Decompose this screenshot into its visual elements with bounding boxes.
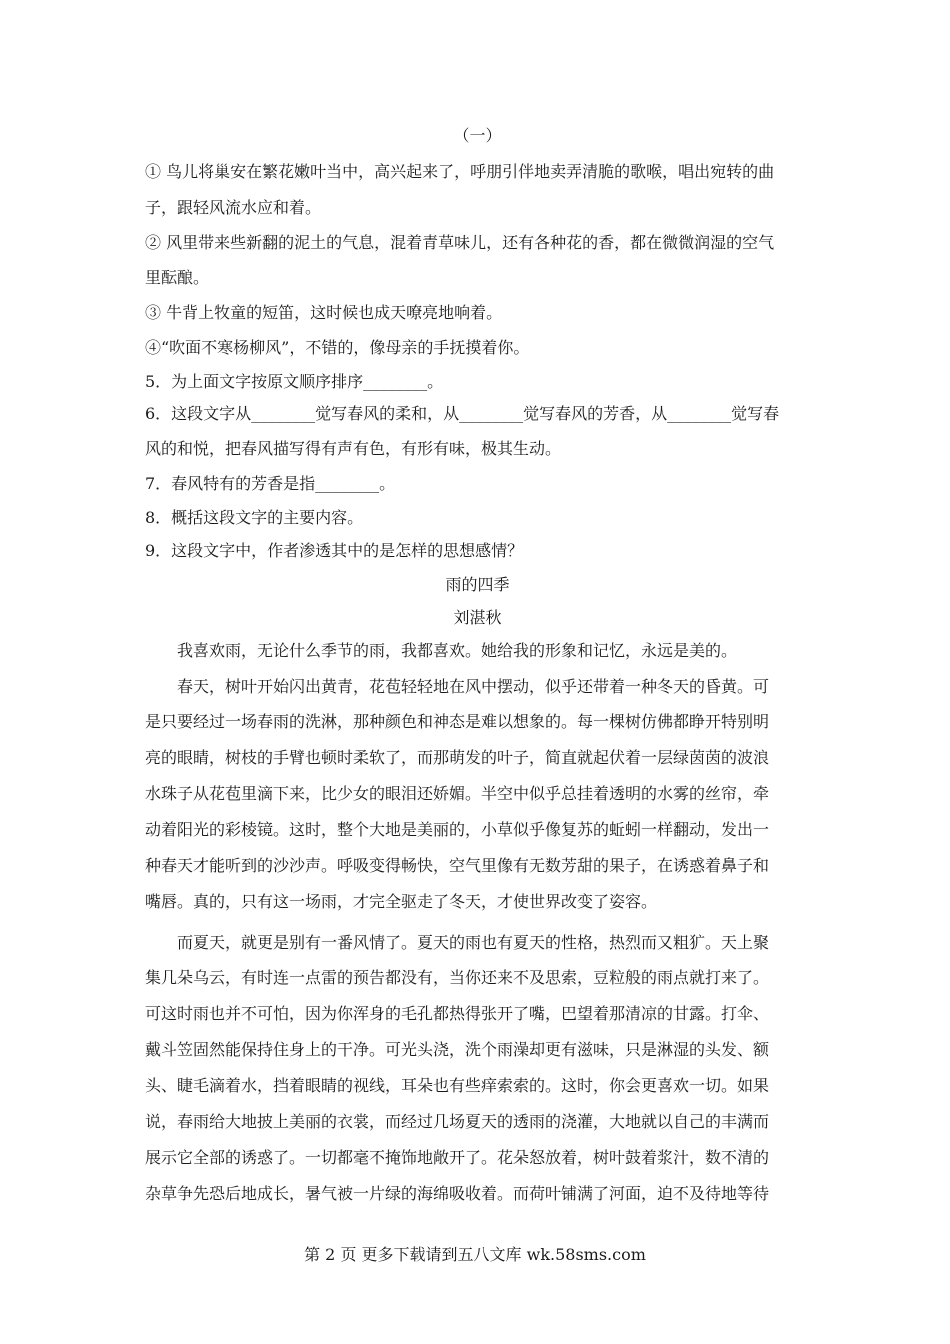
paragraph-line: 是只要经过一场春雨的洗淋，那种颜色和神态是难以想象的。每一棵树仿佛都睁开特别明 — [145, 712, 770, 731]
paragraph-line: 种春天才能听到的沙沙声。呼吸变得畅快，空气里像有无数芳甜的果子，在诱惑着鼻子和 — [145, 856, 770, 875]
passage-line: ④“吹面不寒杨柳风”，不错的，像母亲的手抚摸着你。 — [145, 338, 530, 357]
paragraph-line: 集几朵乌云，有时连一点雷的预告都没有，当你还来不及思索，豆粒般的雨点就打来了。 — [145, 968, 770, 987]
passage-line: ① 鸟儿将巢安在繁花嫩叶当中，高兴起来了，呼朋引伴地卖弄清脆的歌喉，唱出宛转的曲 — [145, 162, 775, 181]
question-6: 6．这段文字从________觉写春风的柔和，从________觉写春风的芳香，从________觉写春 — [145, 404, 780, 423]
essay-author: 刘湛秋 — [453, 608, 502, 627]
paragraph-line: 我喜欢雨，无论什么季节的雨，我都喜欢。她给我的形象和记忆，永远是美的。 — [177, 641, 738, 660]
essay-title: 雨的四季 — [445, 575, 510, 594]
paragraph-line: 而夏天，就更是别有一番风情了。夏天的雨也有夏天的性格，热烈而又粗犷。天上聚 — [177, 933, 770, 952]
paragraph-line: 可这时雨也并不可怕，因为你浑身的毛孔都热得张开了嘴，巴望着那清凉的甘露。打伞、 — [145, 1004, 770, 1023]
question-6-cont: 风的和悦，把春风描写得有声有色，有形有味，极其生动。 — [145, 439, 562, 458]
question-8: 8．概括这段文字的主要内容。 — [145, 508, 364, 527]
paragraph-line: 亮的眼睛，树枝的手臂也顿时柔软了，而那萌发的叶子，简直就起伏着一层绿茵茵的波浪 — [145, 748, 770, 767]
paragraph-line: 展示它全部的诱惑了。一切都毫不掩饰地敞开了。花朵怒放着，树叶鼓着浆汁，数不清的 — [145, 1148, 770, 1167]
paragraph-line: 春天，树叶开始闪出黄青，花苞轻轻地在风中摆动，似乎还带着一种冬天的昏黄。可 — [177, 677, 770, 696]
passage-line: ③ 牛背上牧童的短笛，这时候也成天嘹亮地响着。 — [145, 303, 503, 322]
question-7: 7．春风特有的芳香是指________。 — [145, 474, 396, 493]
question-9: 9．这段文字中，作者渗透其中的是怎样的思想感情？ — [145, 541, 524, 560]
passage-line: 子，跟轻风流水应和着。 — [145, 198, 322, 217]
paragraph-line: 动着阳光的彩棱镜。这时，整个大地是美丽的，小草似乎像复苏的蚯蚓一样翻动，发出一 — [145, 820, 770, 839]
paragraph-line: 说，春雨给大地披上美丽的衣裳，而经过几场夏天的透雨的浇灌，大地就以自己的丰满而 — [145, 1112, 770, 1131]
section-heading: （一） — [453, 126, 502, 145]
paragraph-line: 嘴唇。真的，只有这一场雨，才完全驱走了冬天，才使世界改变了姿容。 — [145, 892, 658, 911]
passage-line: 里酝酿。 — [145, 268, 210, 287]
passage-line: ② 风里带来些新翻的泥土的气息，混着青草味儿，还有各种花的香，都在微微润湿的空气 — [145, 233, 775, 252]
page-footer: 第 2 页 更多下载请到五八文库 wk.58sms.com — [304, 1245, 646, 1264]
paragraph-line: 戴斗笠固然能保持住身上的干净。可光头浇，洗个雨澡却更有滋味，只是淋湿的头发、额 — [145, 1040, 770, 1059]
paragraph-line: 杂草争先恐后地成长，暑气被一片绿的海绵吸收着。而荷叶铺满了河面，迫不及待地等待 — [145, 1184, 770, 1203]
paragraph-line: 头、睫毛滴着水，挡着眼睛的视线，耳朵也有些痒索索的。这时，你会更喜欢一切。如果 — [145, 1076, 770, 1095]
question-5: 5．为上面文字按原文顺序排序________。 — [145, 372, 444, 391]
paragraph-line: 水珠子从花苞里滴下来，比少女的眼泪还娇媚。半空中似乎总挂着透明的水雾的丝帘，牵 — [145, 784, 770, 803]
